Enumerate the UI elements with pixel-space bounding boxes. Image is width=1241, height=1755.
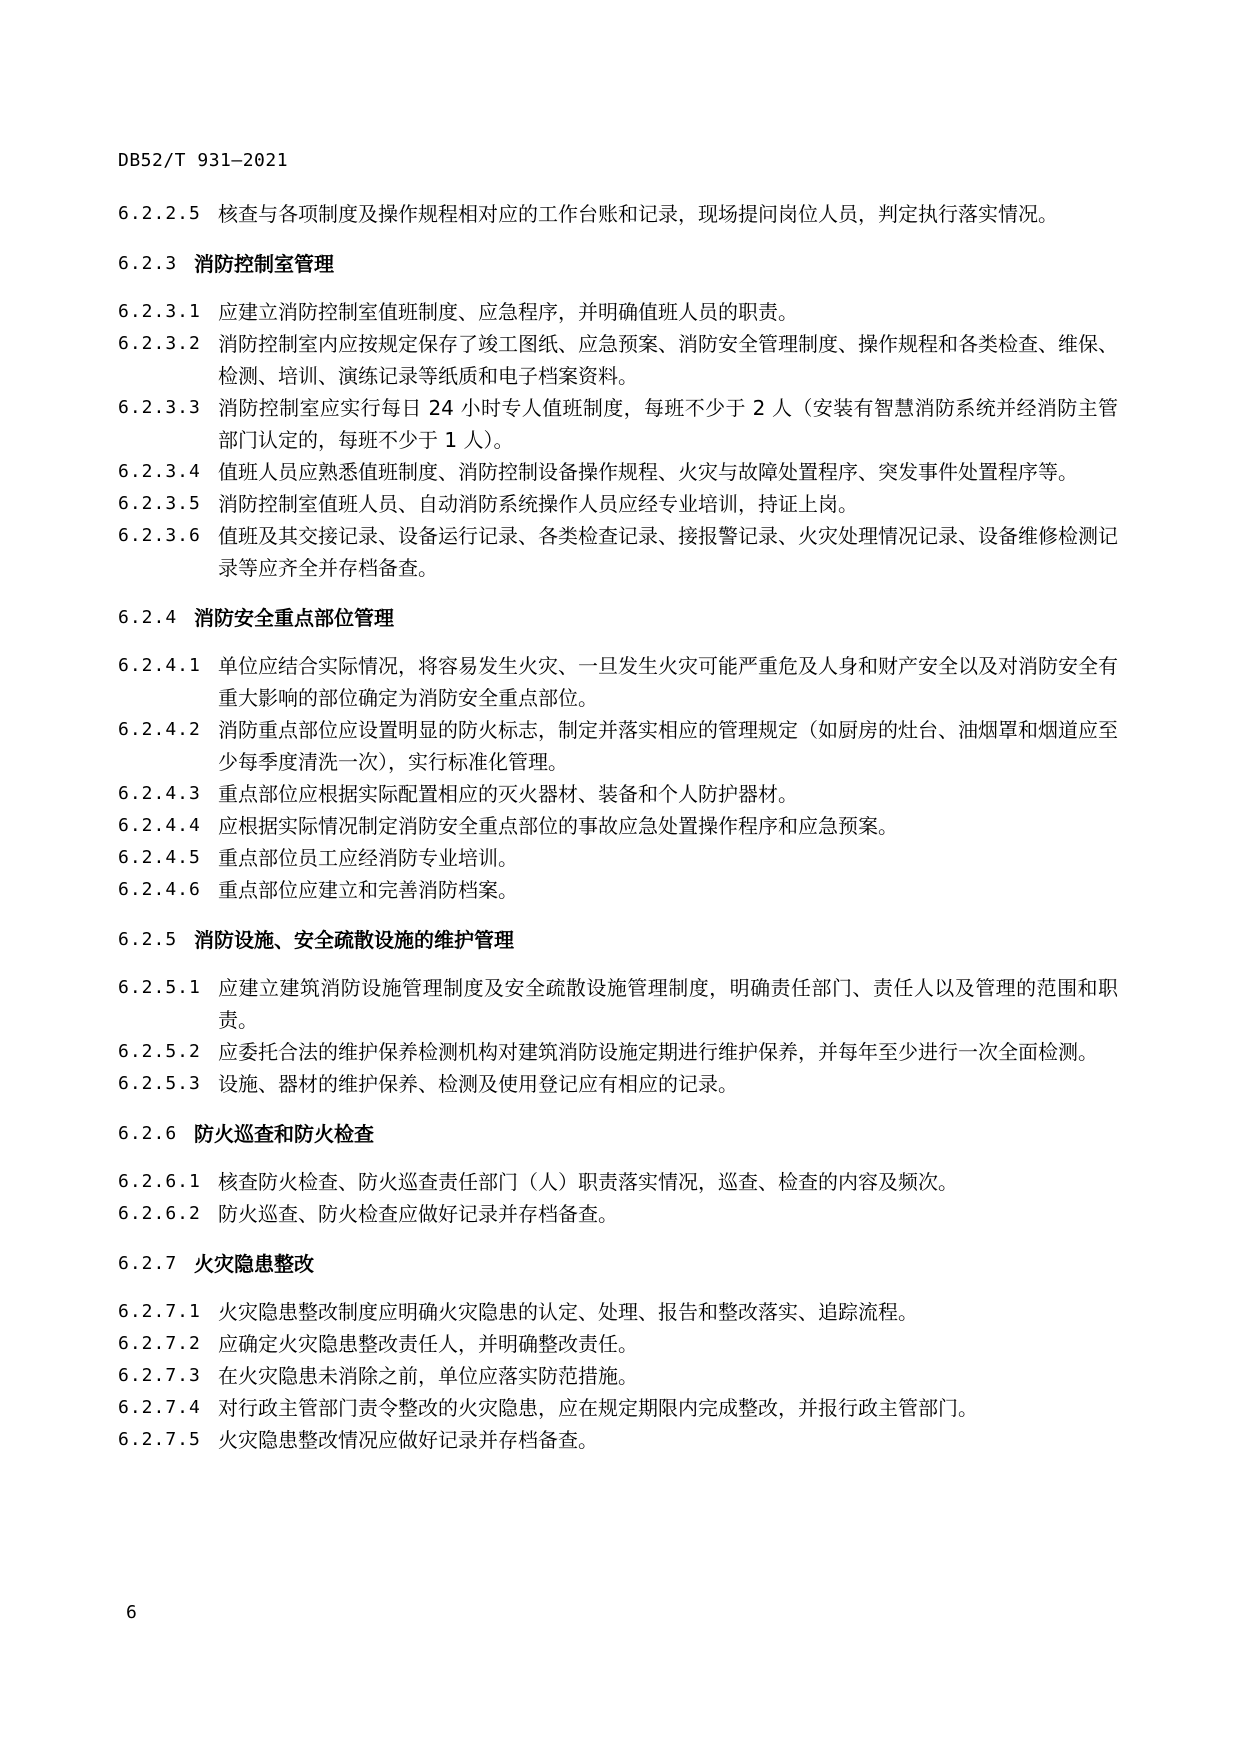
clause-6-2-4-4 [118, 810, 1118, 842]
section-title: 防火巡查和防火检查 [194, 1122, 374, 1146]
clause-text: 应委托合法的维护保养检测机构对建筑消防设施定期进行维护保养，并每年至少进行一次全面检测。 [218, 1040, 1098, 1064]
clause-6-2-6-2 [118, 1198, 1118, 1230]
clause-6-2-7-5 [118, 1424, 1118, 1456]
clause-6-2-6-1 [118, 1166, 1118, 1198]
section-number: 6.2.6 [118, 1123, 178, 1144]
clause-text: 消防控制室内应按规定保存了竣工图纸、应急预案、消防安全管理制度、操作规程和各类检查、维保、检测、培训、演练记录等纸质和电子档案资料。 [218, 332, 1118, 388]
clause-6-2-3-5 [118, 488, 1118, 520]
section-number: 6.2.5 [118, 929, 178, 950]
clause-number: 6.2.5.2 [118, 1041, 201, 1062]
clause-number: 6.2.3.2 [118, 333, 201, 354]
clause-text: 消防控制室应实行每日 24 小时专人值班制度，每班不少于 2 人（安装有智慧消防系统并经消防主管部门认定的，每班不少于 1 人）。 [218, 396, 1118, 452]
clause-6-2-7-4 [118, 1392, 1118, 1424]
clause-number: 6.2.4.5 [118, 847, 201, 868]
clause-number: 6.2.7.1 [118, 1301, 201, 1322]
clause-6-2-2-5 [118, 198, 1118, 230]
clause-number: 6.2.7.4 [118, 1397, 201, 1418]
clause-text: 单位应结合实际情况，将容易发生火灾、一旦发生火灾可能严重危及人身和财产安全以及对消防安全有重大影响的部位确定为消防安全重点部位。 [218, 654, 1118, 710]
clause-number: 6.2.3.5 [118, 493, 201, 514]
section-title: 火灾隐患整改 [194, 1252, 314, 1276]
clause-number: 6.2.5.3 [118, 1073, 201, 1094]
clause-6-2-7-3 [118, 1360, 1118, 1392]
clause-6-2-4-5 [118, 842, 1118, 874]
clause-number: 6.2.3.6 [118, 525, 201, 546]
clause-6-2-4-6 [118, 874, 1118, 906]
section-title: 消防设施、安全疏散设施的维护管理 [194, 928, 514, 952]
clause-text: 重点部位应建立和完善消防档案。 [218, 878, 518, 902]
clause-6-2-4-3 [118, 778, 1118, 810]
section-title: 消防控制室管理 [194, 252, 334, 276]
clause-number: 6.2.7.3 [118, 1365, 201, 1386]
clause-text: 应根据实际情况制定消防安全重点部位的事故应急处置操作程序和应急预案。 [218, 814, 898, 838]
clause-text: 应建立建筑消防设施管理制度及安全疏散设施管理制度，明确责任部门、责任人以及管理的范围和职责。 [218, 976, 1118, 1032]
clause-text: 核查防火检查、防火巡查责任部门（人）职责落实情况，巡查、检查的内容及频次。 [218, 1170, 958, 1194]
clause-6-2-3-2 [118, 328, 1118, 392]
clause-6-2-3-4 [118, 456, 1118, 488]
clause-6-2-4-2 [118, 714, 1118, 778]
clause-text: 设施、器材的维护保养、检测及使用登记应有相应的记录。 [218, 1072, 738, 1096]
clause-number: 6.2.4.6 [118, 879, 201, 900]
document-body [118, 198, 1118, 1456]
clause-text: 火灾隐患整改情况应做好记录并存档备查。 [218, 1428, 598, 1452]
clause-text: 重点部位应根据实际配置相应的灭火器材、装备和个人防护器材。 [218, 782, 798, 806]
clause-number: 6.2.4.1 [118, 655, 201, 676]
clause-text: 消防控制室值班人员、自动消防系统操作人员应经专业培训，持证上岗。 [218, 492, 858, 516]
clause-number: 6.2.6.1 [118, 1171, 201, 1192]
clause-text: 火灾隐患整改制度应明确火灾隐患的认定、处理、报告和整改落实、追踪流程。 [218, 1300, 918, 1324]
clause-6-2-5-3 [118, 1068, 1118, 1100]
clause-number: 6.2.4.3 [118, 783, 201, 804]
section-6-2-3 [118, 248, 1118, 280]
clause-text: 应建立消防控制室值班制度、应急程序，并明确值班人员的职责。 [218, 300, 798, 324]
clause-number: 6.2.7.2 [118, 1333, 201, 1354]
clause-6-2-4-1 [118, 650, 1118, 714]
clause-number: 6.2.4.2 [118, 719, 201, 740]
clause-text: 核查与各项制度及操作规程相对应的工作台账和记录，现场提问岗位人员，判定执行落实情况。 [218, 202, 1058, 226]
section-number: 6.2.3 [118, 253, 178, 274]
section-number: 6.2.7 [118, 1253, 178, 1274]
section-6-2-7 [118, 1248, 1118, 1280]
page-number: 6 [126, 1602, 137, 1623]
clause-6-2-7-2 [118, 1328, 1118, 1360]
clause-6-2-7-1 [118, 1296, 1118, 1328]
section-6-2-4 [118, 602, 1118, 634]
clause-text: 值班及其交接记录、设备运行记录、各类检查记录、接报警记录、火灾处理情况记录、设备维修检测记录等应齐全并存档备查。 [218, 524, 1118, 580]
clause-text: 对行政主管部门责令整改的火灾隐患，应在规定期限内完成整改，并报行政主管部门。 [218, 1396, 978, 1420]
clause-number: 6.2.2.5 [118, 203, 201, 224]
clause-number: 6.2.3.3 [118, 397, 201, 418]
section-6-2-5 [118, 924, 1118, 956]
clause-number: 6.2.3.1 [118, 301, 201, 322]
clause-number: 6.2.3.4 [118, 461, 201, 482]
clause-text: 在火灾隐患未消除之前，单位应落实防范措施。 [218, 1364, 638, 1388]
section-6-2-6 [118, 1118, 1118, 1150]
clause-6-2-3-1 [118, 296, 1118, 328]
clause-6-2-3-6 [118, 520, 1118, 584]
clause-number: 6.2.5.1 [118, 977, 201, 998]
clause-6-2-5-1 [118, 972, 1118, 1036]
clause-text: 应确定火灾隐患整改责任人，并明确整改责任。 [218, 1332, 638, 1356]
clause-text: 消防重点部位应设置明显的防火标志，制定并落实相应的管理规定（如厨房的灶台、油烟罩和烟道应至少每季度清洗一次），实行标准化管理。 [218, 718, 1118, 774]
clause-6-2-3-3 [118, 392, 1118, 456]
section-title: 消防安全重点部位管理 [194, 606, 394, 630]
clause-text: 重点部位员工应经消防专业培训。 [218, 846, 518, 870]
section-number: 6.2.4 [118, 607, 178, 628]
clause-number: 6.2.4.4 [118, 815, 201, 836]
clause-text: 值班人员应熟悉值班制度、消防控制设备操作规程、火灾与故障处置程序、突发事件处置程序等。 [218, 460, 1078, 484]
clause-6-2-5-2 [118, 1036, 1118, 1068]
clause-number: 6.2.6.2 [118, 1203, 201, 1224]
document-code: DB52/T 931—2021 [118, 150, 289, 171]
clause-text: 防火巡查、防火检查应做好记录并存档备查。 [218, 1202, 618, 1226]
clause-number: 6.2.7.5 [118, 1429, 201, 1450]
